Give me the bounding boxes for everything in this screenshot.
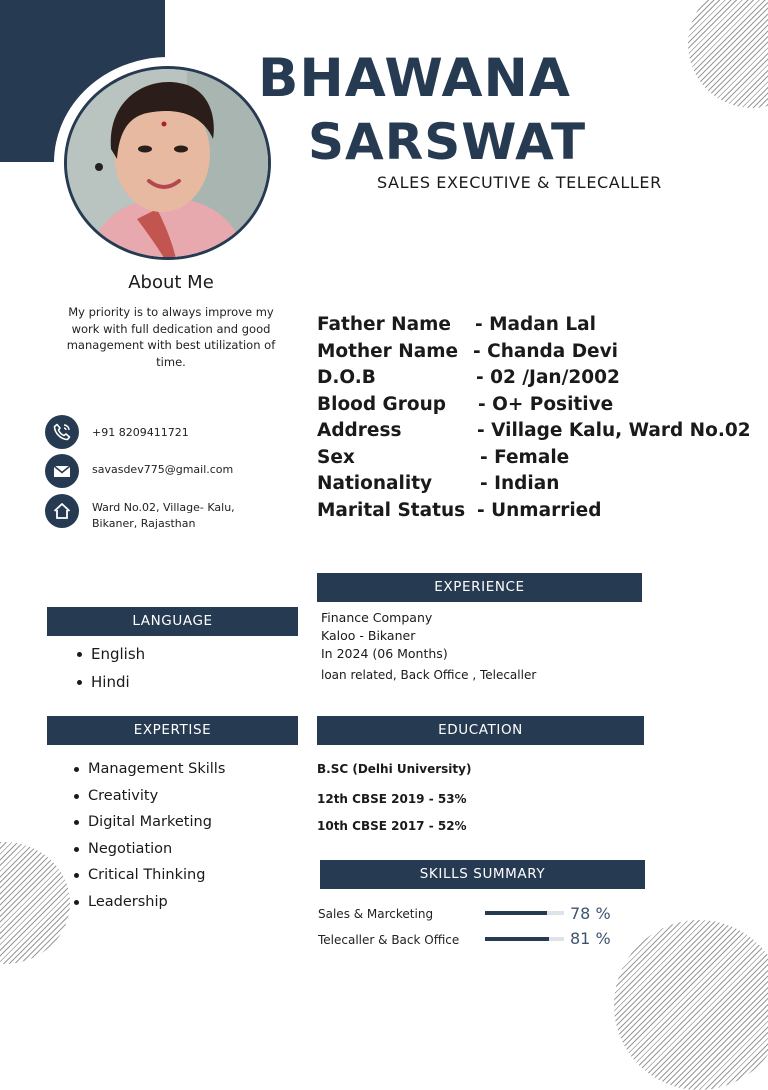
- detail-value: - Chanda Devi: [473, 340, 618, 362]
- education-item: B.SC (Delhi University): [317, 762, 472, 776]
- skill-progress-track: [485, 937, 564, 941]
- about-text: My priority is to always improve my work with full dedication and good management with best utilization of time.: [66, 305, 276, 369]
- job-title: SALES EXECUTIVE & TELECALLER: [377, 173, 662, 192]
- detail-label: D.O.B: [317, 367, 376, 388]
- list-item: Creativity: [72, 786, 225, 813]
- about-title: About Me: [128, 272, 214, 293]
- skill-progress-fill: [485, 911, 547, 915]
- detail-label: Sex: [317, 446, 355, 468]
- detail-value: - O+ Positive: [478, 393, 614, 415]
- list-item: Digital Marketing: [72, 812, 225, 839]
- detail-label: Blood Group: [317, 393, 446, 415]
- detail-label: Nationality: [317, 473, 433, 494]
- skill-progress-fill: [485, 937, 549, 941]
- experience-header: EXPERIENCE: [317, 573, 642, 602]
- experience-company: Finance Company: [321, 610, 433, 625]
- list-item: Critical Thinking: [72, 865, 225, 892]
- detail-label: Father Name: [317, 314, 451, 335]
- profile-photo: [64, 66, 271, 260]
- decorative-circle-left: [0, 842, 70, 964]
- language-header: LANGUAGE: [47, 607, 298, 636]
- expertise-list: [72, 759, 225, 918]
- skill-label: Telecaller & Back Office: [318, 933, 460, 947]
- skill-progress-track: [485, 911, 564, 915]
- detail-value: - Village Kalu, Ward No.02: [477, 420, 751, 441]
- skill-label: Sales & Marcketing: [318, 907, 434, 921]
- decorative-circle-bottom: [614, 920, 768, 1090]
- phone-number[interactable]: +91 8209411721: [92, 426, 189, 439]
- education-header: EDUCATION: [317, 716, 644, 745]
- experience-location: Kaloo - Bikaner: [321, 628, 416, 643]
- list-item: Negotiation: [72, 839, 225, 866]
- detail-label: Mother Name: [317, 340, 459, 362]
- list-item: English: [75, 643, 145, 671]
- list-item: Management Skills: [72, 759, 225, 786]
- home-icon: [45, 494, 79, 528]
- detail-value: - Indian: [480, 473, 560, 494]
- decorative-circle-top: [688, 0, 768, 108]
- experience-description: loan related, Back Office , Telecaller: [321, 668, 537, 682]
- mail-icon: [45, 454, 79, 488]
- education-item: 10th CBSE 2017 - 52%: [317, 819, 467, 833]
- address-line-1: Ward No.02, Village- Kalu,: [92, 501, 235, 514]
- language-list: [75, 643, 145, 699]
- address: [92, 500, 235, 532]
- expertise-header: EXPERTISE: [47, 716, 298, 745]
- email-address[interactable]: savasdev775@gmail.com: [92, 463, 234, 476]
- education-item: 12th CBSE 2019 - 53%: [317, 792, 467, 806]
- detail-value: - 02 /Jan/2002: [476, 367, 620, 388]
- phone-icon: [45, 415, 79, 449]
- list-item: Leadership: [72, 892, 225, 919]
- list-item: Hindi: [75, 671, 145, 699]
- detail-value: - Madan Lal: [475, 314, 596, 335]
- last-name: SARSWAT: [308, 113, 587, 171]
- skills-header: SKILLS SUMMARY: [320, 860, 645, 889]
- skill-percent: 81 %: [570, 929, 611, 948]
- address-line-2: Bikaner, Rajasthan: [92, 517, 196, 530]
- detail-label: Marital Status: [317, 499, 466, 521]
- skill-percent: 78 %: [570, 904, 611, 923]
- detail-value: - Female: [480, 446, 570, 468]
- first-name: BHAWANA: [258, 48, 571, 109]
- experience-period: In 2024 (06 Months): [321, 646, 448, 661]
- detail-value: - Unmarried: [477, 499, 602, 521]
- detail-label: Address: [317, 420, 402, 441]
